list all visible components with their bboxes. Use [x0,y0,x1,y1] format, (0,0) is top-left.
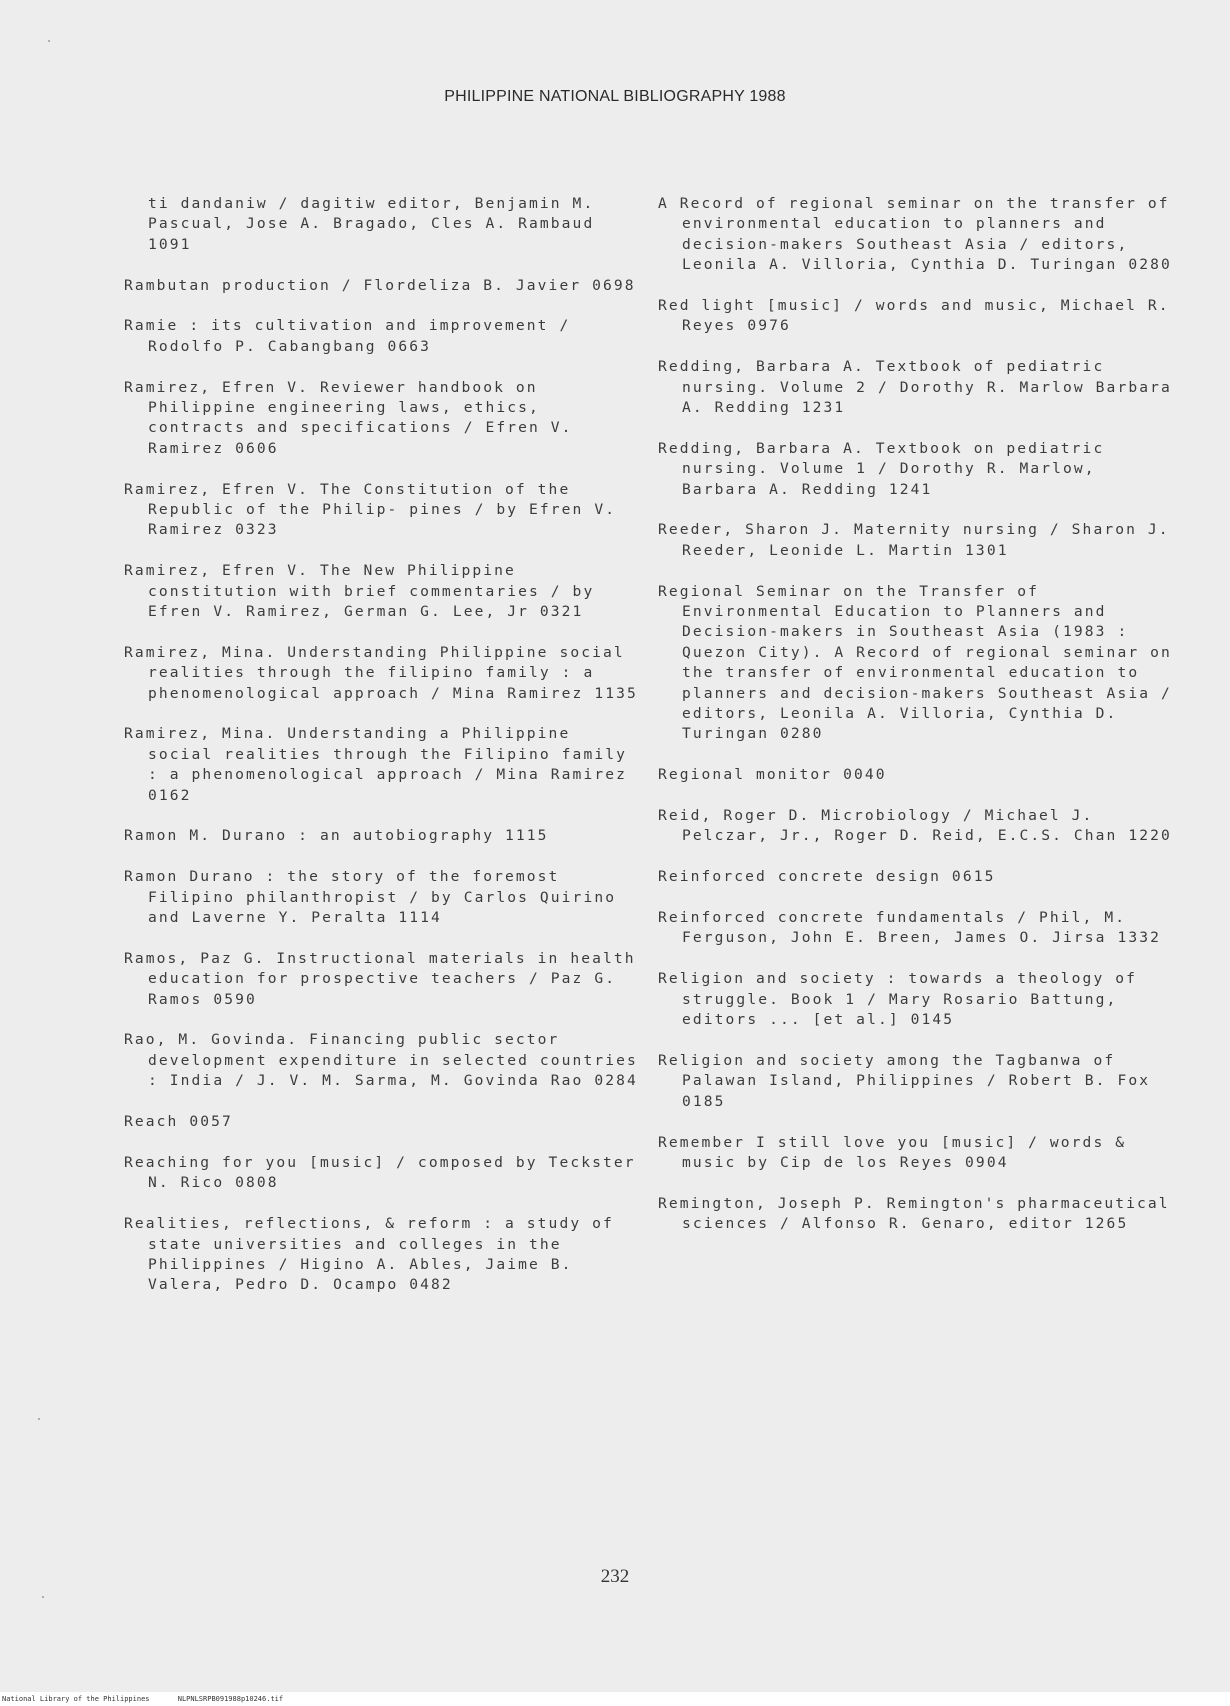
bibliography-entry: Regional monitor 0040 [658,766,887,784]
bibliography-entry: Ramon M. Durano : an autobiography 1115 [124,827,549,845]
bibliography-entry: Ramon Durano : the story of the foremost Filipino philanthropist / by Carlos Quirino and Laverne Y. Peralta 1114 [124,868,617,927]
bibliography-entry: ti dandaniw / dagitiw editor, Benjamin M. Pascual, Jose A. Bragado, Cles A. Rambaud 1091 [148,195,595,253]
bibliography-entry: Remington, Joseph P. Remington's pharmaceutical sciences / Alfonso R. Genaro, editor 1265 [658,1194,1170,1233]
bibliography-entry: Reinforced concrete fundamentals / Phil, M. Ferguson, John E. Breen, James O. Jirsa 1332 [658,909,1161,947]
right-column [658,194,1178,1255]
bibliography-entry: Redding, Barbara A. Textbook on pediatric nursing. Volume 1 / Dorothy R. Marlow, Barbara A. Redding 1241 [658,439,1105,498]
page-number: 232 [600,1566,630,1587]
bibliography-entry: A Record of regional seminar on the transfer of environmental education to planners and decision-makers Southeast Asia / editors, Leonila A. Villoria, Cynthia D. Turingan 0280 [658,195,1172,274]
bibliography-entry: Ramirez, Efren V. The New Philippine constitution with brief commentaries / by Efren V. Ramirez, German G. Lee, Jr 0321 [124,562,595,621]
bibliography-entry: Rao, M. Govinda. Financing public sector development expenditure in selected countries : India / J. V. M. Sarma, M. Govinda Rao 0284 [124,1031,638,1090]
bibliography-entry: Remember I still love you [music] / words & music by Cip de los Reyes 0904 [658,1133,1127,1171]
scan-speck [38,1418,40,1420]
bibliography-entry: Red light [music] / words and music, Michael R. Reyes 0976 [658,297,1170,335]
bibliography-entry: Ramirez, Efren V. The Constitution of the Republic of the Philip- pines / by Efren V. Ramirez 0323 [124,480,617,539]
scan-footer [0,1692,1230,1706]
bibliography-entry: Ramirez, Efren V. Reviewer handbook on Philippine engineering laws, ethics, contracts and specifications / Efren V. Ramirez 0606 [124,378,573,457]
bibliography-entry: Ramos, Paz G. Instructional materials in health education for prospective teachers / Paz G. Ramos 0590 [124,949,636,1008]
scan-speck [42,1596,44,1598]
bibliography-entry: Religion and society : towards a theology of struggle. Book 1 / Mary Rosario Battung, editors ... [et al.] 0145 [658,970,1137,1029]
bibliography-entry: Reach 0057 [124,1113,233,1131]
left-column [124,194,644,1316]
footer-library: National Library of the Philippines [2,1695,150,1703]
page-title: PHILIPPINE NATIONAL BIBLIOGRAPHY 1988 [444,88,786,105]
bibliography-entry: Regional Seminar on the Transfer of Environmental Education to Planners and Decision-makers in Southeast Asia (1983 : Quezon City). A Record of regional seminar on the transfer of environmental education to planners and decision-makers Southeast Asia / editors, Leonila A. Villoria, Cynthia D. Turingan 0280 [658,582,1172,743]
bibliography-entry: Reinforced concrete design 0615 [658,868,996,886]
bibliography-entry: Religion and society among the Tagbanwa of Palawan Island, Philippines / Robert B. Fox 0185 [658,1051,1151,1110]
scan-speck [48,40,50,42]
bibliography-entry: Reaching for you [music] / composed by Teckster N. Rico 0808 [124,1153,636,1192]
bibliography-entry: Ramirez, Mina. Understanding a Philippine social realities through the Filipino family : a phenomenological approach / Mina Ramirez 0162 [124,725,627,804]
bibliography-entry: Ramirez, Mina. Understanding Philippine social realities through the filipino family : a phenomenological approach / Mina Ramirez 1135 [124,643,638,702]
bibliography-entry: Ramie : its cultivation and improvement / Rodolfo P. Cabangbang 0663 [124,317,571,355]
bibliography-entry: Realities, reflections, & reform : a study of state universities and colleges in the Philippines / Higino A. Ables, Jaime B. Valera, Pedro D. Ocampo 0482 [124,1215,614,1294]
bibliography-entry: Reid, Roger D. Microbiology / Michael J. Pelczar, Jr., Roger D. Reid, E.C.S. Chan 1220 [658,807,1172,845]
bibliography-entry: Redding, Barbara A. Textbook of pediatric nursing. Volume 2 / Dorothy R. Marlow Barbara A. Redding 1231 [658,358,1172,417]
bibliography-entry: Reeder, Sharon J. Maternity nursing / Sharon J. Reeder, Leonide L. Martin 1301 [658,521,1170,559]
footer-file: NLPNLSRPB091988p10246.tif [177,1695,284,1703]
bibliography-entry: Rambutan production / Flordeliza B. Javier 0698 [124,276,636,294]
